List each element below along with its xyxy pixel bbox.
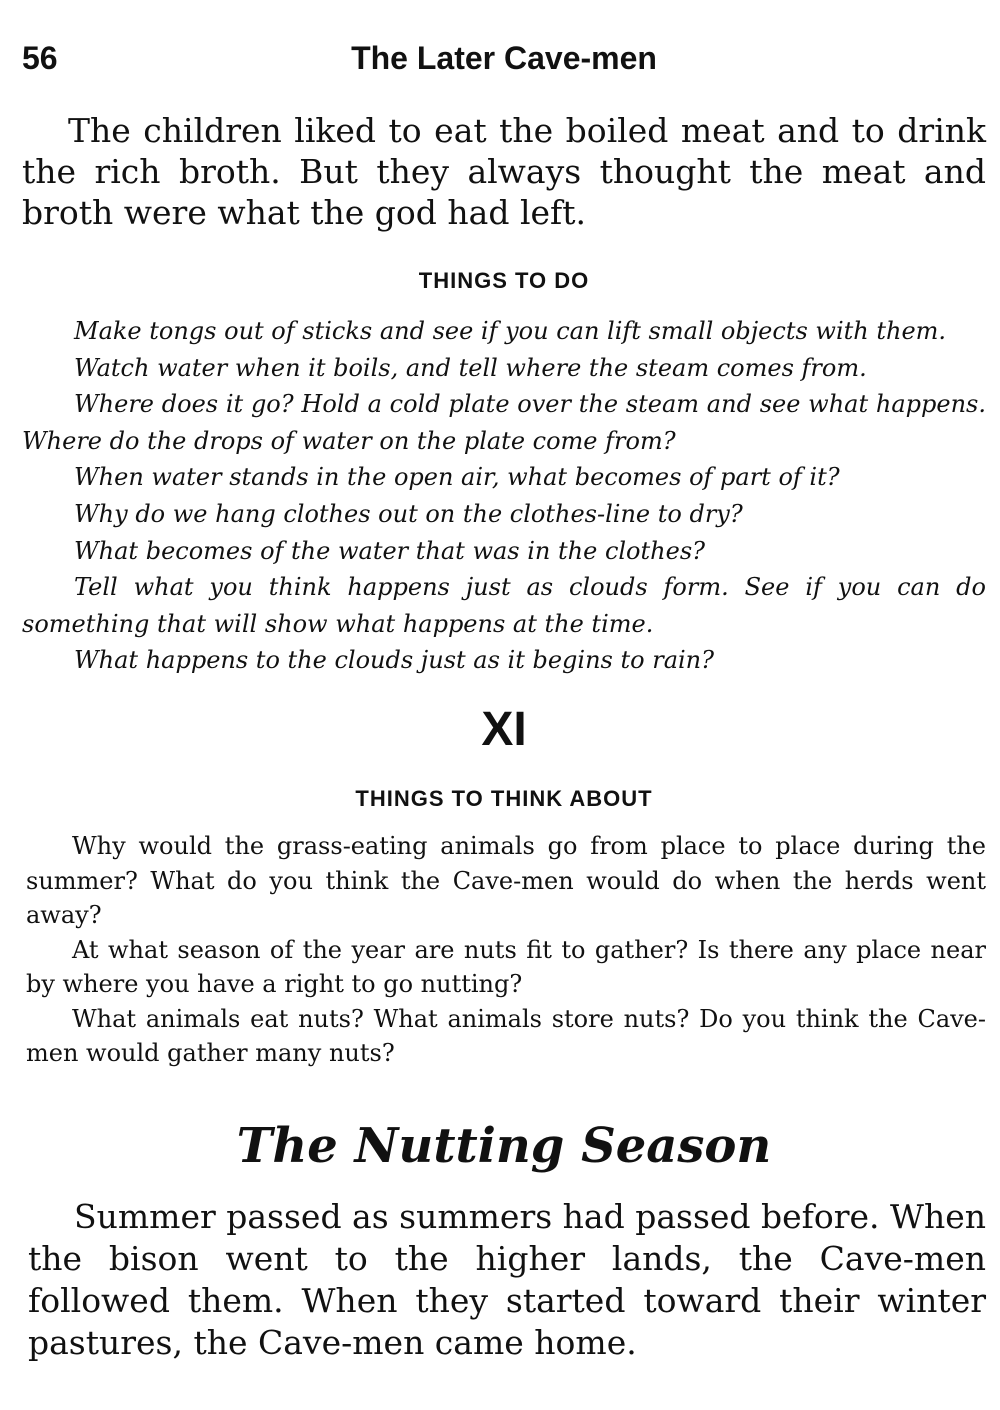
list-item: Tell what you think happens just as clouds form. See if you can do something that will show what happens at the time.: [22, 573, 986, 638]
list-item: What animals eat nuts? What animals store nuts? Do you think the Cave-men would gather many nuts?: [26, 1004, 986, 1067]
list-item: Make tongs out of sticks and see if you can lift small objects with them.: [74, 317, 947, 345]
page-number: 56: [22, 40, 58, 76]
list-item: What happens to the clouds just as it begins to rain?: [74, 646, 714, 675]
chapter-numeral: XI: [481, 703, 527, 756]
intro-paragraph: The children liked to eat the boiled meat and to drink the rich broth. But they always thought the meat and broth were what the god had left.: [22, 111, 986, 232]
list-item: At what season of the year are nuts fit to gather? Is there any place near by where you have a right to go nutting?: [26, 935, 986, 998]
list-item: Why would the grass-eating animals go from place to place during the summer? What do you think the Cave-men would do when the herds went away?: [26, 832, 986, 929]
list-item: Where does it go? Hold a cold plate over the steam and see what happens. Where do the drops of water on the plate come from?: [22, 390, 986, 455]
list-item: When water stands in the open air, what becomes of part of it?: [74, 463, 840, 492]
story-paragraph: Summer passed as summers had passed before. When the bison went to the higher lands, the Cave-men followed them. When they started toward their winter pastures, the Cave-men came home.: [28, 1197, 986, 1362]
things-to-do-heading: THINGS TO DO: [418, 268, 590, 293]
list-item: Watch water when it boils, and tell where the steam comes from.: [74, 353, 867, 382]
page-header: [22, 40, 986, 84]
list-item: What becomes of the water that was in the clothes?: [74, 536, 705, 565]
story-title: The Nutting Season: [236, 1118, 772, 1174]
running-title: The Later Cave-men: [351, 40, 657, 76]
things-to-think-about-heading: THINGS TO THINK ABOUT: [355, 786, 653, 811]
list-item: Why do we hang clothes out on the clothes-line to dry?: [74, 499, 743, 528]
things-to-do-list: [22, 313, 986, 679]
things-to-think-about-list: [26, 829, 986, 1071]
